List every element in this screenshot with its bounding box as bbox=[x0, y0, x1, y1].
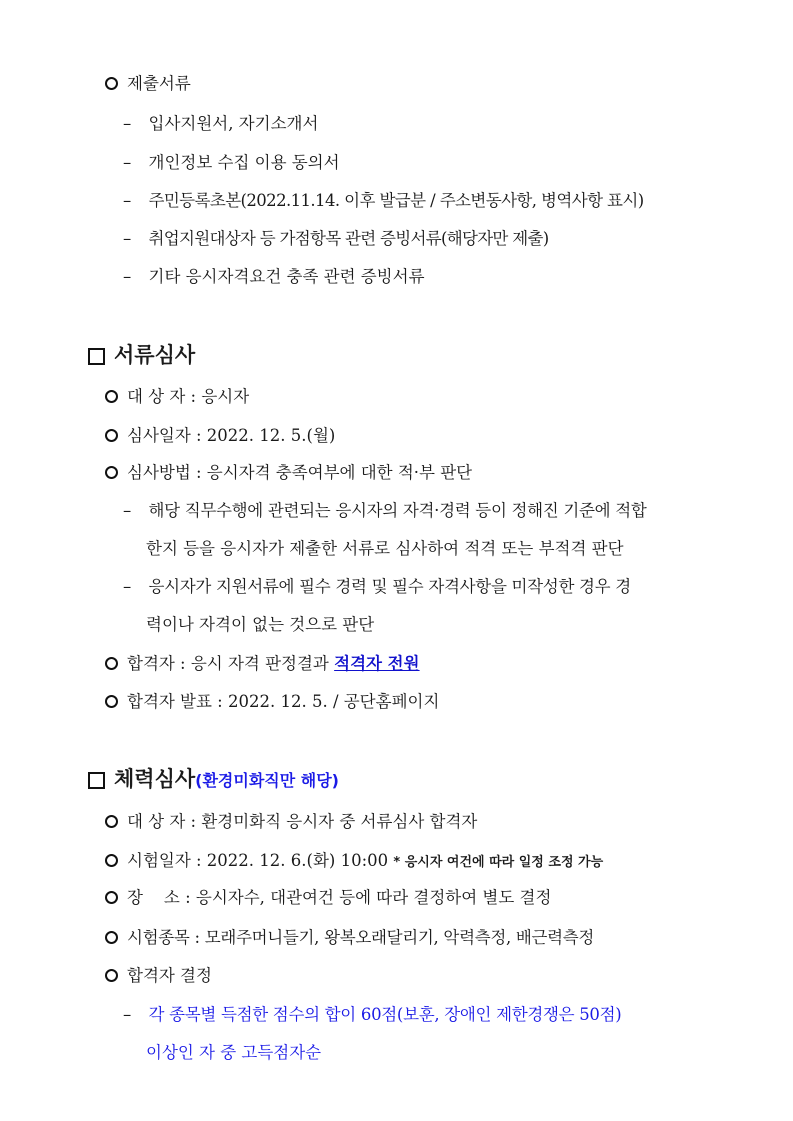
method-detail-line: 한지 등을 응시자가 제출한 서류로 심사하여 적격 또는 부적격 판단 bbox=[146, 539, 624, 558]
dash-icon: – bbox=[123, 501, 132, 520]
screening-date: 심사일자 : 2022. 12. 5.(월) bbox=[127, 426, 336, 445]
screening-title: 서류심사 bbox=[114, 343, 196, 367]
section-title-screening bbox=[88, 341, 195, 369]
circle-bullet-icon bbox=[105, 931, 118, 944]
docs-item: 개인정보 수집 이용 동의서 bbox=[148, 153, 340, 172]
screening-target: 대 상 자 : 응시자 bbox=[127, 387, 250, 406]
fitness-title: 체력심사 bbox=[114, 767, 196, 791]
pass-prefix: 합격자 : 응시 자격 판정결과 bbox=[127, 654, 335, 673]
fitness-events-row bbox=[105, 926, 594, 950]
section-title-fitness bbox=[88, 765, 339, 795]
docs-heading-row bbox=[105, 72, 191, 96]
circle-bullet-icon bbox=[105, 854, 118, 867]
circle-bullet-icon bbox=[105, 969, 118, 982]
list-item-continued bbox=[146, 537, 624, 561]
screening-announce-row bbox=[105, 690, 439, 714]
circle-bullet-icon bbox=[105, 390, 118, 403]
dash-icon: – bbox=[123, 1005, 132, 1024]
screening-method-row bbox=[105, 461, 472, 485]
screening-date-row bbox=[105, 424, 335, 448]
fitness-target-row bbox=[105, 810, 477, 834]
screening-method: 심사방법 : 응시자격 충족여부에 대한 적·부 판단 bbox=[127, 463, 473, 482]
list-item bbox=[123, 575, 631, 599]
fitness-decision: 합격자 결정 bbox=[127, 966, 212, 985]
docs-item: 취업지원대상자 등 가점항목 관련 증빙서류(해당자만 제출) bbox=[148, 229, 549, 248]
fitness-events: 시험종목 : 모래주머니들기, 왕복오래달리기, 악력측정, 배근력측정 bbox=[127, 928, 595, 947]
circle-bullet-icon bbox=[105, 657, 118, 670]
pass-highlight: 적격자 전원 bbox=[334, 654, 420, 673]
decision-line: 각 종목별 득점한 점수의 합이 60점(보훈, 장애인 제한경쟁은 50점) bbox=[148, 1005, 622, 1024]
fitness-place: 장 소 : 응시자수, 대관여건 등에 따라 결정하여 별도 결정 bbox=[127, 888, 552, 907]
list-item-continued bbox=[146, 613, 374, 637]
circle-bullet-icon bbox=[105, 891, 118, 904]
dash-icon: – bbox=[123, 267, 132, 286]
method-detail-line: 응시자가 지원서류에 필수 경력 및 필수 자격사항을 미작성한 경우 경 bbox=[148, 577, 631, 596]
fitness-place-row bbox=[105, 886, 551, 910]
fitness-target: 대 상 자 : 환경미화직 응시자 중 서류심사 합격자 bbox=[127, 812, 478, 831]
dash-icon: – bbox=[123, 229, 132, 248]
fitness-date-note: * 응시자 여건에 따라 일정 조정 가능 bbox=[393, 855, 604, 870]
dash-icon: – bbox=[123, 114, 132, 133]
circle-bullet-icon bbox=[105, 815, 118, 828]
fitness-title-note: (환경미화직만 해당) bbox=[195, 771, 339, 790]
dash-icon: – bbox=[123, 153, 132, 172]
square-bullet-icon bbox=[88, 772, 105, 789]
square-bullet-icon bbox=[88, 348, 105, 365]
screening-pass-row bbox=[105, 652, 420, 676]
list-item bbox=[123, 227, 548, 251]
dash-icon: – bbox=[123, 577, 132, 596]
dash-icon: – bbox=[123, 191, 132, 210]
docs-item: 기타 응시자격요건 충족 관련 증빙서류 bbox=[148, 267, 425, 286]
fitness-date-row bbox=[105, 849, 603, 875]
fitness-date: 시험일자 : 2022. 12. 6.(화) 10:00 bbox=[127, 851, 394, 870]
docs-heading: 제출서류 bbox=[127, 74, 191, 93]
circle-bullet-icon bbox=[105, 695, 118, 708]
docs-item: 주민등록초본(2022.11.14. 이후 발급분 / 주소변동사항, 병역사항 표시) bbox=[148, 191, 644, 210]
docs-item: 입사지원서, 자기소개서 bbox=[148, 114, 319, 133]
circle-bullet-icon bbox=[105, 429, 118, 442]
fitness-decision-row bbox=[105, 964, 212, 988]
list-item bbox=[123, 1003, 621, 1027]
list-item bbox=[123, 265, 425, 289]
screening-target-row bbox=[105, 385, 249, 409]
circle-bullet-icon bbox=[105, 466, 118, 479]
method-detail-line: 력이나 자격이 없는 것으로 판단 bbox=[146, 615, 375, 634]
list-item bbox=[123, 499, 647, 523]
circle-bullet-icon bbox=[105, 77, 118, 90]
list-item bbox=[123, 112, 318, 136]
list-item bbox=[123, 189, 644, 213]
decision-line: 이상인 자 중 고득점자순 bbox=[146, 1043, 322, 1062]
screening-announce: 합격자 발표 : 2022. 12. 5. / 공단홈페이지 bbox=[127, 692, 440, 711]
list-item bbox=[123, 151, 340, 175]
list-item-continued bbox=[146, 1041, 321, 1065]
method-detail-line: 해당 직무수행에 관련되는 응시자의 자격·경력 등이 정해진 기준에 적합 bbox=[148, 501, 647, 520]
